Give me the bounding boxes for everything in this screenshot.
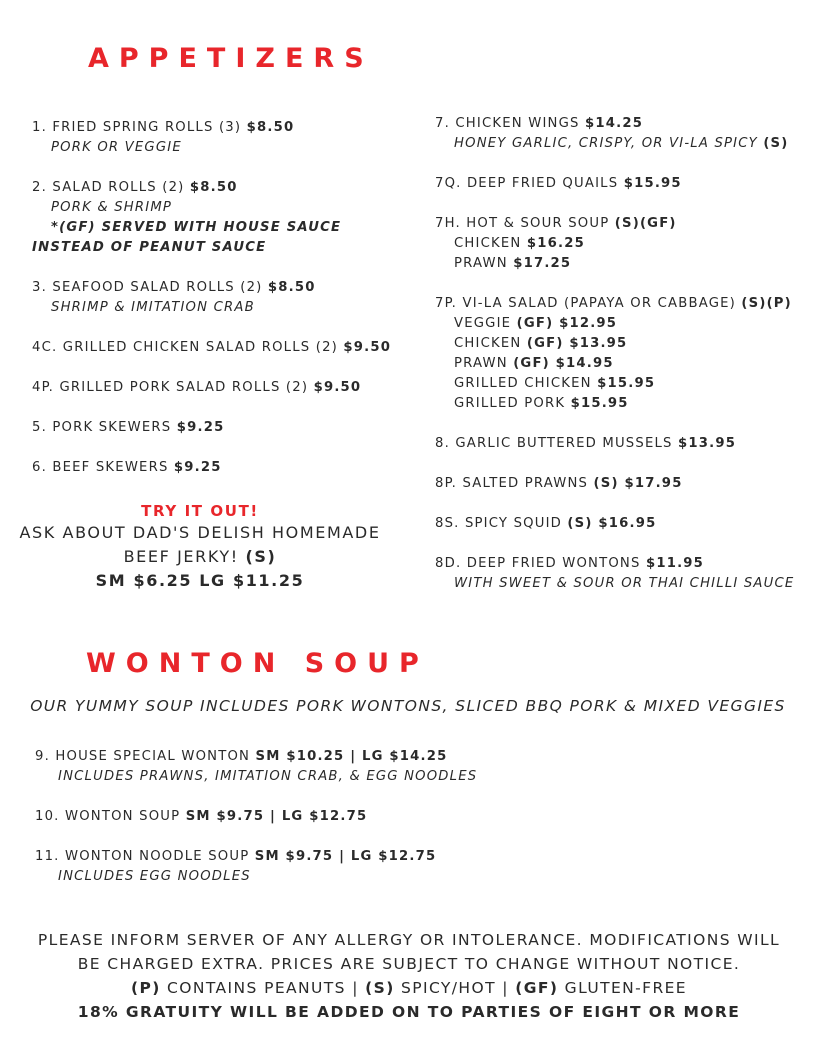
promo-line bbox=[14, 545, 386, 569]
item-name: 1. FRIED SPRING ROLLS (3) bbox=[32, 120, 247, 135]
menu-item bbox=[32, 178, 391, 258]
item-price: $11.95 bbox=[645, 556, 705, 571]
item-name: 3. SEAFOOD SALAD ROLLS (2) bbox=[32, 280, 268, 295]
item-price: $14.25 bbox=[585, 116, 644, 131]
footer-line: PLEASE INFORM SERVER OF ANY ALLERGY OR INTOLERANCE. MODIFICATIONS WILL bbox=[37, 931, 781, 949]
item-name: 7P. VI-LA SALAD (PAPAYA OR CABBAGE) bbox=[435, 296, 742, 311]
item-price: (S) $16.95 bbox=[567, 516, 657, 531]
item-option bbox=[435, 354, 794, 374]
item-price: $8.50 bbox=[267, 280, 316, 295]
item-name: 11. WONTON NOODLE SOUP bbox=[35, 849, 255, 864]
item-price: $13.95 bbox=[677, 436, 737, 451]
option-price: (GF) $13.95 bbox=[526, 336, 628, 351]
menu-item bbox=[32, 458, 391, 478]
menu-item bbox=[435, 294, 794, 414]
option-price: $16.25 bbox=[526, 236, 585, 251]
item-price: SM $9.75 | LG $12.75 bbox=[254, 849, 437, 864]
gluten-free-tag: (GF) bbox=[515, 979, 559, 997]
item-name: 7H. HOT & SOUR SOUP bbox=[435, 216, 615, 231]
item-note: *(GF) SERVED WITH HOUSE SAUCE bbox=[51, 220, 342, 235]
item-name: 8P. SALTED PRAWNS bbox=[435, 476, 594, 491]
promo-title: TRY IT OUT! bbox=[141, 502, 259, 520]
menu-item bbox=[435, 554, 794, 594]
item-description: PORK OR VEGGIE bbox=[51, 140, 182, 155]
menu-item bbox=[435, 174, 794, 194]
item-price: $9.25 bbox=[173, 460, 222, 475]
item-option bbox=[435, 314, 794, 334]
item-price: $9.25 bbox=[176, 420, 225, 435]
legend-text: CONTAINS PEANUTS | bbox=[160, 979, 366, 997]
item-price: $8.50 bbox=[246, 120, 295, 135]
item-option bbox=[435, 234, 794, 254]
item-price: SM $10.25 | LG $14.25 bbox=[255, 749, 448, 764]
item-note: INSTEAD OF PEANUT SAUCE bbox=[32, 240, 267, 255]
item-name: 8S. SPICY SQUID bbox=[435, 516, 568, 531]
option-price: $17.25 bbox=[513, 256, 572, 271]
appetizers-right-column bbox=[435, 114, 794, 614]
footer-notice bbox=[14, 928, 804, 1024]
item-description bbox=[435, 134, 794, 154]
item-tag: (S)(P) bbox=[741, 296, 792, 311]
menu-item bbox=[435, 434, 794, 454]
option-price: (GF) $12.95 bbox=[516, 316, 618, 331]
option-label: CHICKEN bbox=[454, 236, 527, 251]
item-price: SM $9.75 | LG $12.75 bbox=[185, 809, 368, 824]
item-name: 9. HOUSE SPECIAL WONTON bbox=[35, 749, 256, 764]
item-price: $9.50 bbox=[343, 340, 392, 355]
menu-item bbox=[435, 514, 794, 534]
promo-line-text: BEEF JERKY! bbox=[123, 547, 246, 566]
option-label: PRAWN bbox=[454, 356, 514, 371]
menu-item bbox=[32, 338, 391, 358]
item-name: 6. BEEF SKEWERS bbox=[32, 460, 174, 475]
wonton-list bbox=[35, 747, 477, 907]
footer-legend bbox=[14, 976, 804, 1000]
item-description: SHRIMP & IMITATION CRAB bbox=[51, 300, 255, 315]
menu-item bbox=[35, 847, 477, 887]
item-name: 7Q. DEEP FRIED QUAILS bbox=[435, 176, 624, 191]
item-price: $15.95 bbox=[623, 176, 682, 191]
item-option bbox=[435, 334, 794, 354]
promo-line: ASK ABOUT DAD'S DELISH HOMEMADE bbox=[19, 523, 381, 542]
legend-text: SPICY/HOT | bbox=[394, 979, 516, 997]
menu-item bbox=[32, 418, 391, 438]
item-name: 5. PORK SKEWERS bbox=[32, 420, 177, 435]
menu-item bbox=[435, 474, 794, 494]
item-price: (S) $17.95 bbox=[593, 476, 683, 491]
menu-item bbox=[35, 747, 477, 787]
promo-price: SM $6.25 LG $11.25 bbox=[95, 571, 305, 590]
appetizers-heading: APPETIZERS bbox=[88, 43, 374, 74]
item-option bbox=[435, 394, 794, 414]
item-description-text: HONEY GARLIC, CRISPY, OR VI-LA SPICY bbox=[454, 136, 764, 151]
spicy-tag: (S) bbox=[365, 979, 395, 997]
item-description: PORK & SHRIMP bbox=[51, 200, 173, 215]
spicy-tag: (S) bbox=[245, 547, 277, 566]
menu-item bbox=[32, 278, 391, 318]
menu-item bbox=[32, 118, 391, 158]
appetizers-left-column bbox=[32, 118, 391, 498]
option-label: GRILLED PORK bbox=[454, 396, 571, 411]
item-name: 8. GARLIC BUTTERED MUSSELS bbox=[435, 436, 678, 451]
item-name: 10. WONTON SOUP bbox=[35, 809, 186, 824]
footer-line: BE CHARGED EXTRA. PRICES ARE SUBJECT TO CHANGE WITHOUT NOTICE. bbox=[77, 955, 741, 973]
peanut-tag: (P) bbox=[131, 979, 161, 997]
option-price: $15.95 bbox=[597, 376, 656, 391]
item-name: 4C. GRILLED CHICKEN SALAD ROLLS (2) bbox=[32, 340, 344, 355]
item-price: $9.50 bbox=[313, 380, 362, 395]
item-option bbox=[435, 254, 794, 274]
promo-box bbox=[14, 501, 386, 593]
item-name: 2. SALAD ROLLS (2) bbox=[32, 180, 190, 195]
option-price: $15.95 bbox=[570, 396, 629, 411]
option-label: CHICKEN bbox=[454, 336, 527, 351]
item-tag: (S)(GF) bbox=[614, 216, 677, 231]
item-option bbox=[435, 374, 794, 394]
menu-item bbox=[32, 378, 391, 398]
item-description: INCLUDES PRAWNS, IMITATION CRAB, & EGG NOODLES bbox=[58, 769, 478, 784]
gratuity-notice: 18% GRATUITY WILL BE ADDED ON TO PARTIES OF EIGHT OR MORE bbox=[77, 1003, 741, 1021]
option-price: (GF) $14.95 bbox=[513, 356, 614, 371]
menu-item bbox=[35, 807, 477, 827]
option-label: GRILLED CHICKEN bbox=[454, 376, 598, 391]
menu-item bbox=[435, 214, 794, 274]
item-name: 7. CHICKEN WINGS bbox=[435, 116, 586, 131]
menu-item bbox=[435, 114, 794, 154]
item-price: $8.50 bbox=[189, 180, 238, 195]
item-description: INCLUDES EGG NOODLES bbox=[58, 869, 251, 884]
option-label: PRAWN bbox=[454, 256, 514, 271]
option-label: VEGGIE bbox=[454, 316, 517, 331]
item-name: 4P. GRILLED PORK SALAD ROLLS (2) bbox=[32, 380, 314, 395]
item-description: WITH SWEET & SOUR OR THAI CHILLI SAUCE bbox=[454, 576, 795, 591]
spicy-tag: (S) bbox=[763, 136, 789, 151]
wonton-heading: WONTON SOUP bbox=[86, 648, 429, 679]
legend-text: GLUTEN-FREE bbox=[558, 979, 687, 997]
wonton-intro: OUR YUMMY SOUP INCLUDES PORK WONTONS, SLICED BBQ PORK & MIXED VEGGIES bbox=[30, 697, 786, 715]
item-name: 8D. DEEP FRIED WONTONS bbox=[435, 556, 646, 571]
